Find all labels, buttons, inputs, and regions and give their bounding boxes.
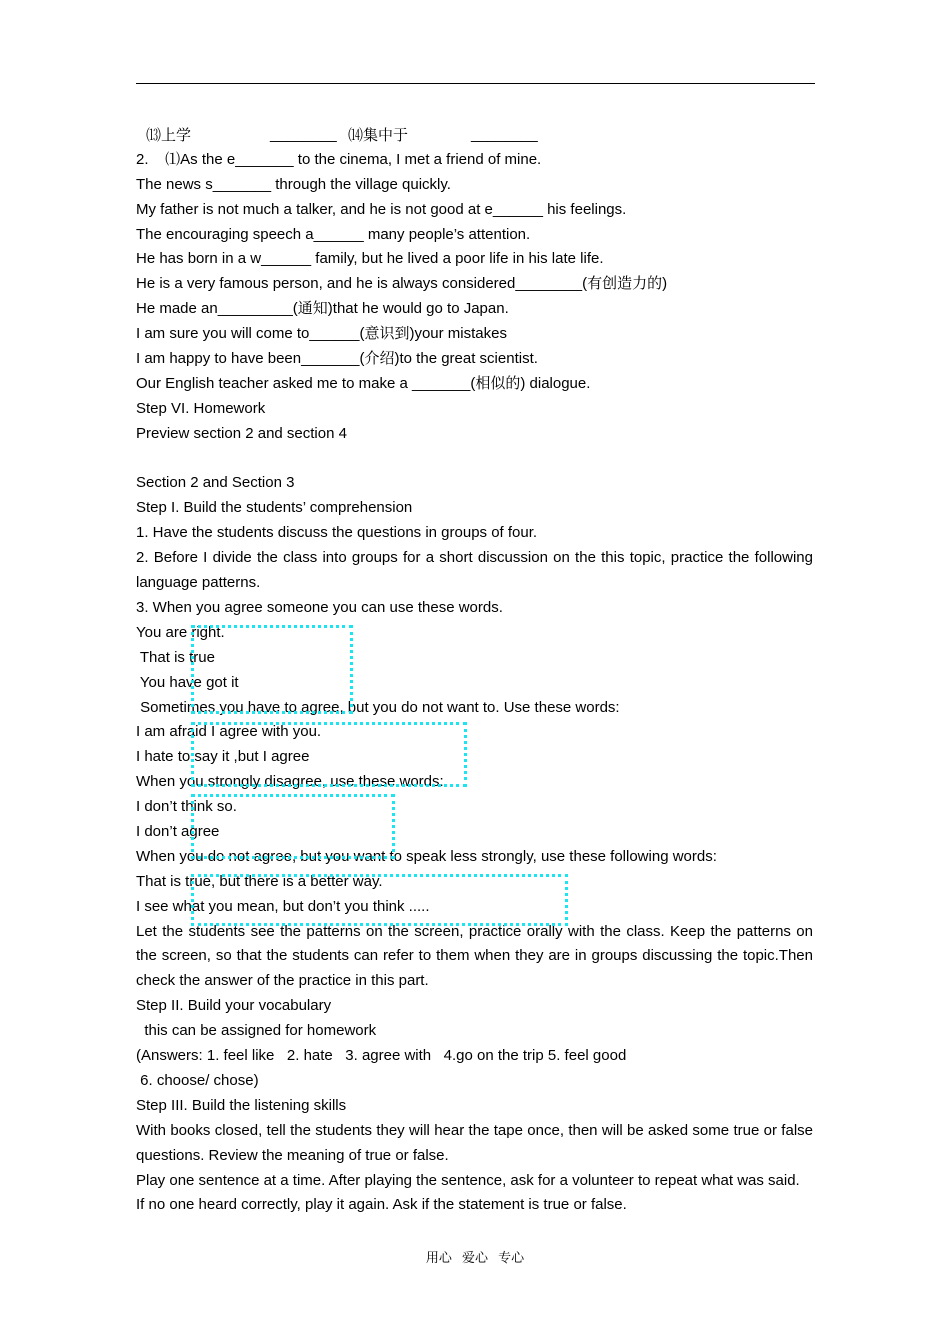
section-heading: Section 2 and Section 3 bbox=[136, 474, 295, 492]
pattern-line: I hate to say it ,but I agree bbox=[136, 748, 310, 766]
vocab-row bbox=[136, 123, 813, 148]
pattern-line: I see what you mean, but don’t you think ..... bbox=[136, 897, 430, 915]
answers-line: (Answers: 1. feel like 2. hate 3. agree with 4.go on the trip 5. feel good bbox=[136, 1047, 627, 1065]
vocab-item-13-label: ⒀上学 bbox=[146, 126, 192, 144]
highlight-box bbox=[191, 794, 395, 859]
text-line: When you strongly disagree, use these words: bbox=[136, 773, 444, 791]
step-heading: Step III. Build the listening skills bbox=[136, 1096, 347, 1114]
text-line: this can be assigned for homework bbox=[136, 1022, 377, 1040]
text-line: He made an_________(通知)that he would go to Japan. bbox=[136, 300, 509, 318]
blank-line bbox=[136, 447, 813, 472]
step-heading: Step I. Build the students’ comprehension bbox=[136, 499, 413, 517]
text-line: I am sure you will come to______(意识到)your mistakes bbox=[136, 325, 507, 343]
pattern-line: That is true bbox=[136, 648, 215, 666]
pattern-line: That is true, but there is a better way. bbox=[136, 872, 383, 890]
text-line: My father is not much a talker, and he is not good at e______ his feelings. bbox=[136, 200, 627, 218]
text-line: The news s_______ through the village quickly. bbox=[136, 175, 451, 193]
text-line: If no one heard correctly, play it again. Ask if the statement is true or false. bbox=[136, 1196, 627, 1214]
text-line: 3. When you agree someone you can use these words. bbox=[136, 598, 503, 616]
page-footer: 用心 爱心 专心 bbox=[425, 1251, 525, 1266]
vocab-item-13-blank: ________ bbox=[270, 126, 337, 143]
text-line: The encouraging speech a______ many people’s attention. bbox=[136, 225, 531, 243]
text-line: He is a very famous person, and he is always considered________(有创造力的) bbox=[136, 275, 668, 293]
header-rule bbox=[136, 83, 815, 84]
highlight-box bbox=[191, 722, 467, 787]
paragraph: With books closed, tell the students they will hear the tape once, then will be asked some true or false questions. Review the meaning of true or false. bbox=[136, 1121, 813, 1164]
step-heading: Step VI. Homework bbox=[136, 399, 266, 417]
pattern-line: I am afraid I agree with you. bbox=[136, 723, 322, 741]
pattern-line: You are right. bbox=[136, 623, 225, 641]
text-line: 2. ⑴As the e_______ to the cinema, I met a friend of mine. bbox=[136, 150, 542, 168]
highlight-box bbox=[191, 625, 353, 714]
vocab-item-14-blank: ________ bbox=[471, 126, 538, 143]
step-heading: Step II. Build your vocabulary bbox=[136, 997, 332, 1015]
text-line: I am happy to have been_______(介绍)to the great scientist. bbox=[136, 350, 538, 368]
text-line: Play one sentence at a time. After playing the sentence, ask for a volunteer to repeat what was said. bbox=[136, 1171, 800, 1189]
paragraph: 2. Before I divide the class into groups for a short discussion on the this topic, practice the following language patterns. bbox=[136, 549, 813, 592]
text-line: Our English teacher asked me to make a _______(相似的) dialogue. bbox=[136, 374, 591, 392]
text-line: He has born in a w______ family, but he lived a poor life in his late life. bbox=[136, 250, 604, 268]
highlight-box bbox=[191, 874, 568, 926]
pattern-line: You have got it bbox=[136, 673, 239, 691]
text-line: Preview section 2 and section 4 bbox=[136, 424, 347, 442]
text-line: When you do not agree, but you want to speak less strongly, use these following words: bbox=[136, 847, 717, 865]
vocab-item-14-label: ⒁集中于 bbox=[348, 126, 409, 144]
paragraph: Let the students see the patterns on the screen, practice orally with the class. Keep the patterns on the screen, so that the students can refer to them when they are in groups discussing the topic.Then check the answer of the practice in this part. bbox=[136, 922, 813, 990]
answers-line: 6. choose/ chose) bbox=[136, 1071, 259, 1089]
text-line: Sometimes you have to agree, but you do not want to. Use these words: bbox=[136, 698, 620, 716]
pattern-line: I don’t agree bbox=[136, 822, 220, 840]
pattern-line: I don’t think so. bbox=[136, 798, 237, 816]
text-line: 1. Have the students discuss the questions in groups of four. bbox=[136, 524, 538, 542]
